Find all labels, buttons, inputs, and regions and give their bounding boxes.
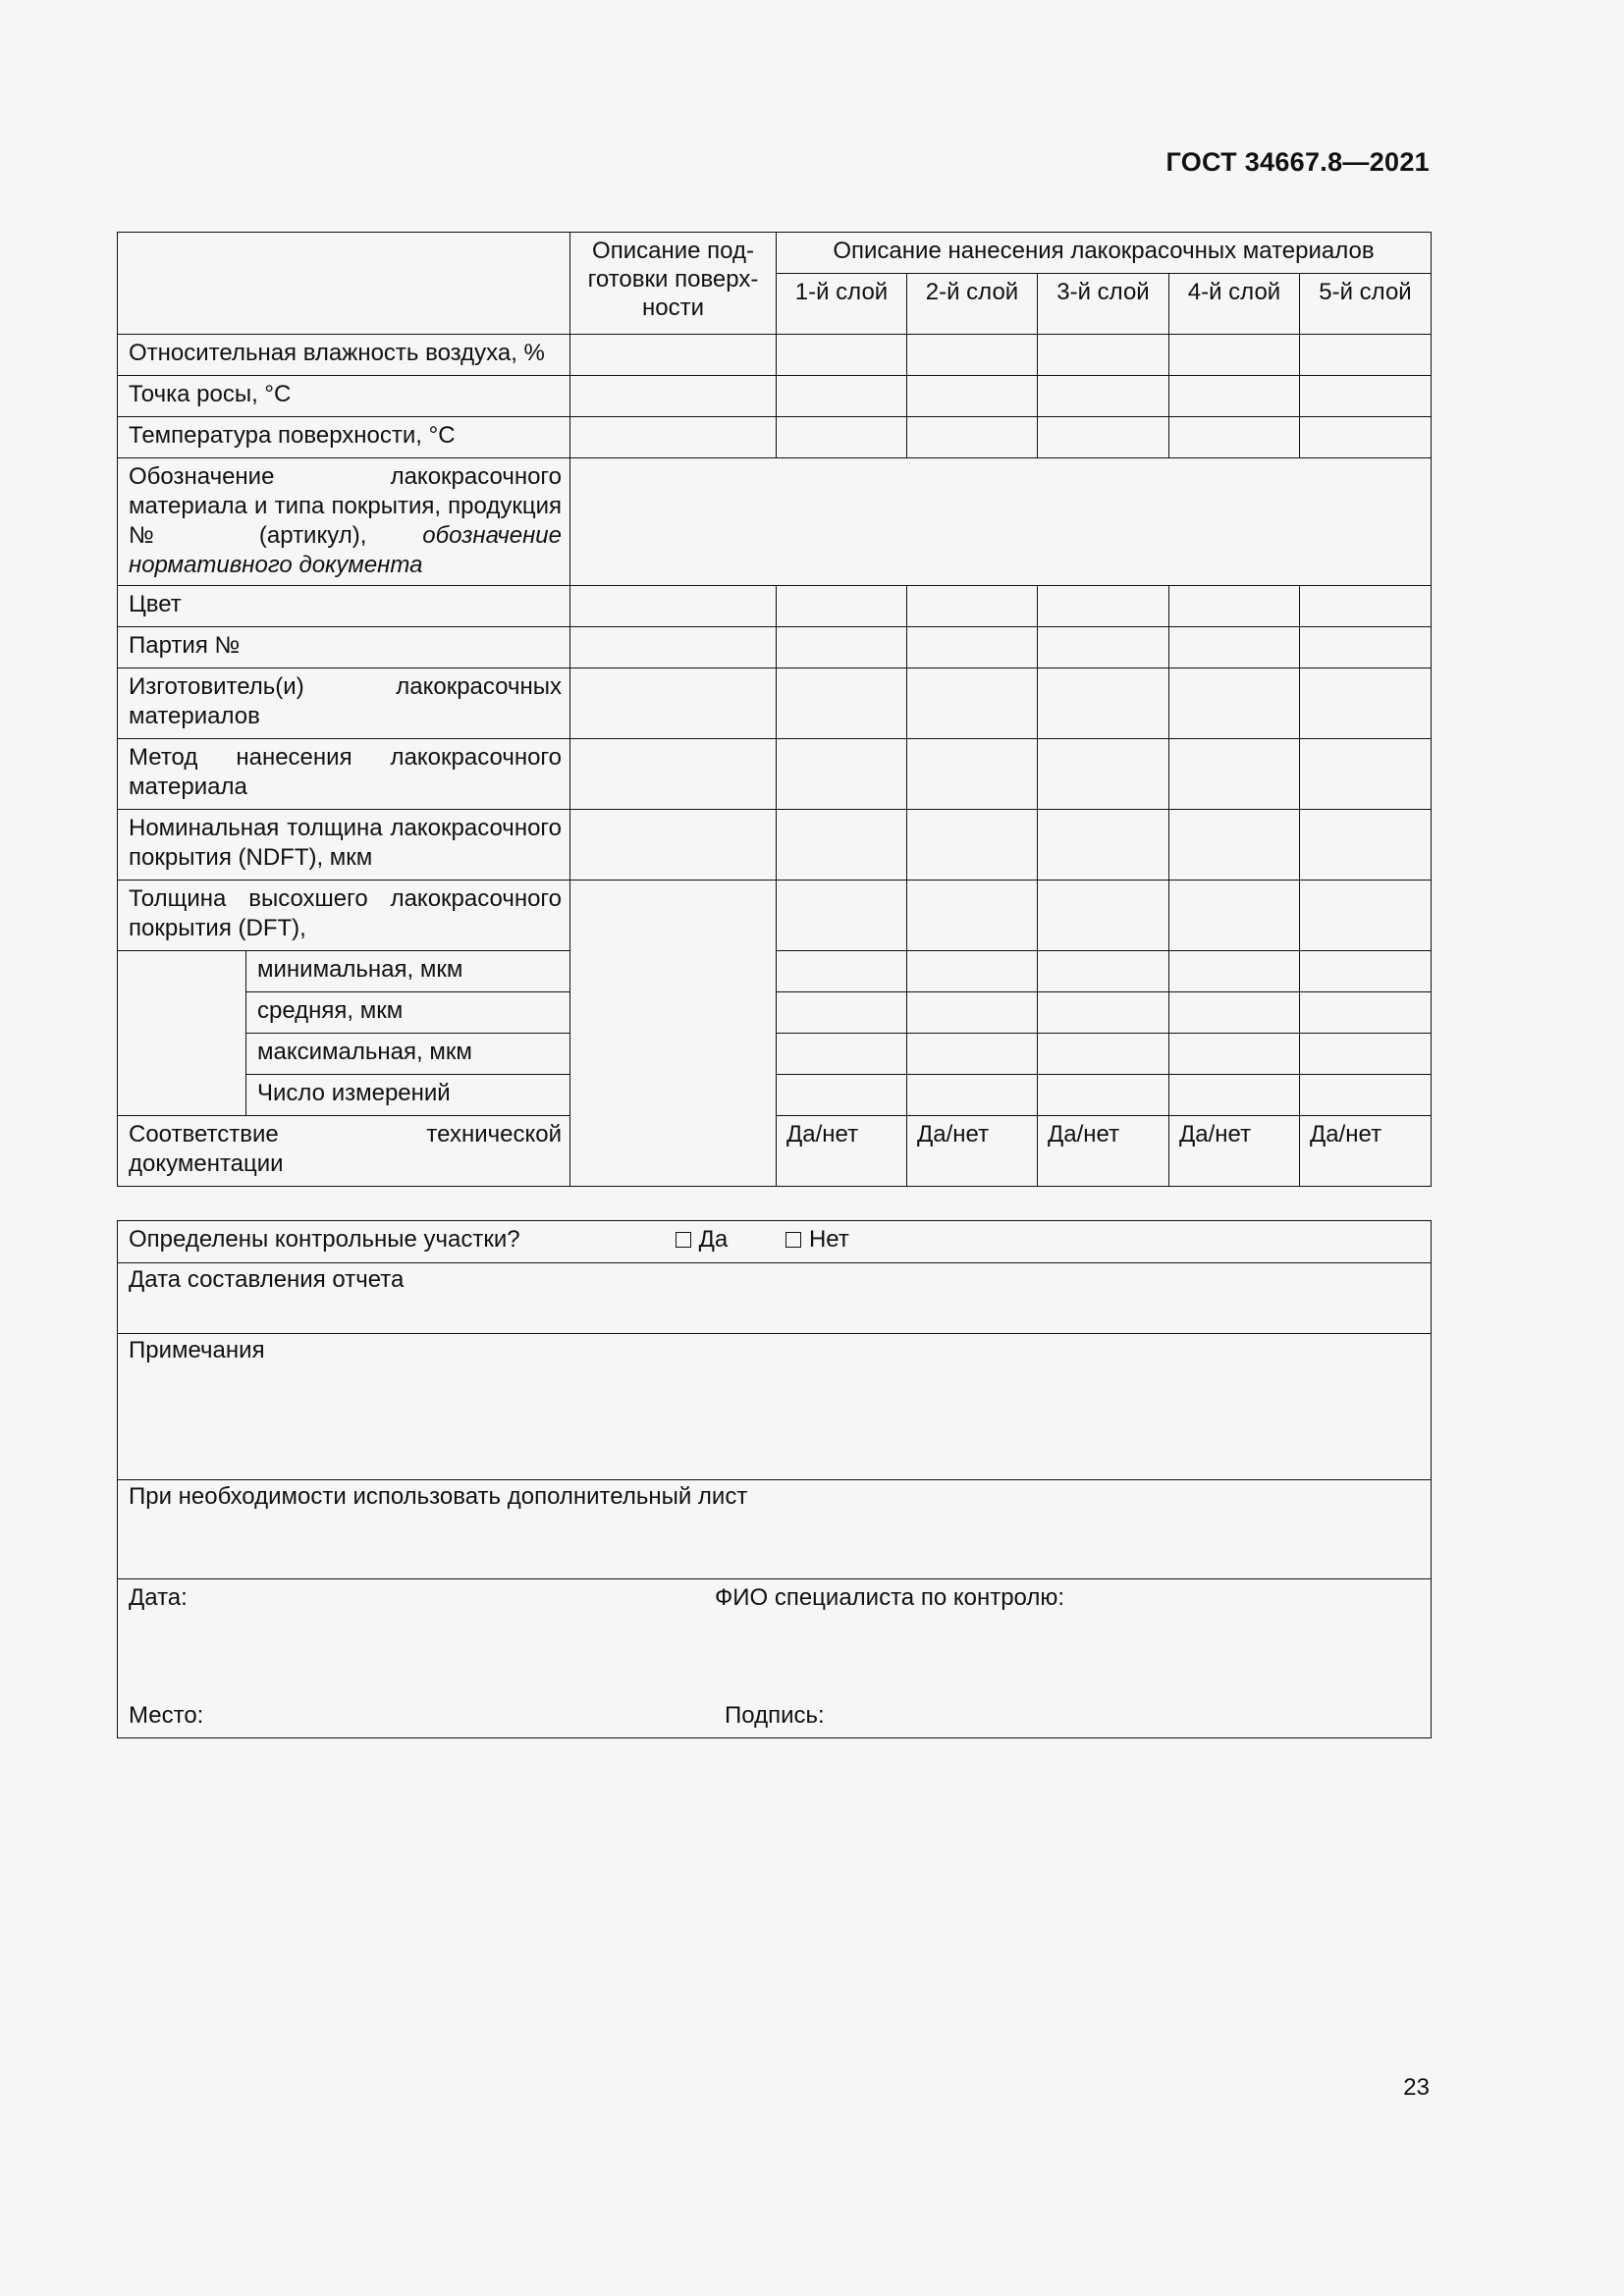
method-layer-2-cell[interactable] xyxy=(907,739,1038,810)
ndft-layer-2-cell[interactable] xyxy=(907,810,1038,881)
compliance-layer-2-cell[interactable]: Да/нет xyxy=(907,1116,1038,1187)
dft-max-layer-1-cell[interactable] xyxy=(777,1034,907,1075)
humidity-layer-5-cell[interactable] xyxy=(1300,335,1432,376)
dew-point-layer-1-cell[interactable] xyxy=(777,376,907,417)
dft-layer-4-cell[interactable] xyxy=(1169,881,1300,951)
manufacturer-layer-3-cell[interactable] xyxy=(1038,668,1169,739)
dft-count-layer-2-cell[interactable] xyxy=(907,1075,1038,1116)
layer-1-header: 1-й слой xyxy=(777,274,907,335)
dft-max-layer-4-cell[interactable] xyxy=(1169,1034,1300,1075)
ndft-layer-4-cell[interactable] xyxy=(1169,810,1300,881)
table-row xyxy=(118,881,1432,951)
humidity-prep-cell[interactable] xyxy=(570,335,777,376)
option-yes-label: Да xyxy=(698,1226,729,1253)
row-label-dew-point: Точка росы, °С xyxy=(118,376,570,417)
dft-min-layer-1-cell[interactable] xyxy=(777,951,907,992)
ndft-layer-5-cell[interactable] xyxy=(1300,810,1432,881)
coating-application-table xyxy=(117,232,1432,1187)
row-label-humidity: Относительная влажность воздуха, % xyxy=(118,335,570,376)
date-label: Дата: xyxy=(129,1584,188,1611)
document-standard-number: ГОСТ 34667.8—2021 xyxy=(1165,147,1430,177)
color-prep-cell[interactable] xyxy=(570,586,777,627)
manufacturer-prep-cell[interactable] xyxy=(570,668,777,739)
place-label: Место: xyxy=(129,1702,204,1729)
notes-label: Примечания xyxy=(129,1337,265,1363)
row-label-compliance: Соответствие технической документации xyxy=(118,1116,570,1187)
extra-sheet-label: При необходимости использовать дополнительный лист xyxy=(129,1483,748,1510)
row-label-method: Метод нанесения лакокрасочного материала xyxy=(118,739,570,810)
dft-max-layer-3-cell[interactable] xyxy=(1038,1034,1169,1075)
dft-avg-layer-4-cell[interactable] xyxy=(1169,992,1300,1034)
dft-min-layer-5-cell[interactable] xyxy=(1300,951,1432,992)
inspector-name-label: ФИО специалиста по контролю: xyxy=(715,1584,1065,1611)
dft-min-layer-2-cell[interactable] xyxy=(907,951,1038,992)
color-layer-4-cell[interactable] xyxy=(1169,586,1300,627)
humidity-layer-1-cell[interactable] xyxy=(777,335,907,376)
dft-layer-1-cell[interactable] xyxy=(777,881,907,951)
row-label-dft-max: максимальная, мкм xyxy=(246,1034,570,1075)
table-row xyxy=(118,627,1432,668)
ndft-layer-1-cell[interactable] xyxy=(777,810,907,881)
designation-value-cell[interactable] xyxy=(570,458,1432,586)
manufacturer-layer-4-cell[interactable] xyxy=(1169,668,1300,739)
dew-point-layer-3-cell[interactable] xyxy=(1038,376,1169,417)
row-label-dft-count: Число измерений xyxy=(246,1075,570,1116)
table-row xyxy=(118,668,1432,739)
option-no-label: Нет xyxy=(808,1226,849,1253)
option-yes[interactable] xyxy=(676,1225,729,1255)
report-info-table xyxy=(117,1220,1432,1738)
manufacturer-layer-2-cell[interactable] xyxy=(907,668,1038,739)
compliance-layer-5-cell[interactable]: Да/нет xyxy=(1300,1116,1432,1187)
surface-temp-layer-4-cell[interactable] xyxy=(1169,417,1300,458)
control-areas-row xyxy=(118,1221,1432,1263)
surface-temp-prep-cell[interactable] xyxy=(570,417,777,458)
dew-point-layer-5-cell[interactable] xyxy=(1300,376,1432,417)
surface-temp-layer-5-cell[interactable] xyxy=(1300,417,1432,458)
batch-layer-5-cell[interactable] xyxy=(1300,627,1432,668)
dew-point-prep-cell[interactable] xyxy=(570,376,777,417)
dft-min-layer-3-cell[interactable] xyxy=(1038,951,1169,992)
compliance-layer-1-cell[interactable]: Да/нет xyxy=(777,1116,907,1187)
row-label-dft: Толщина высохшего лакокрасочного покрытия (DFT), xyxy=(118,881,570,951)
manufacturer-layer-5-cell[interactable] xyxy=(1300,668,1432,739)
table-row xyxy=(118,458,1432,586)
dft-avg-layer-1-cell[interactable] xyxy=(777,992,907,1034)
surface-temp-layer-2-cell[interactable] xyxy=(907,417,1038,458)
dft-min-layer-4-cell[interactable] xyxy=(1169,951,1300,992)
table-row xyxy=(118,586,1432,627)
extra-sheet-field[interactable] xyxy=(118,1480,1432,1579)
layer-5-header: 5-й слой xyxy=(1300,274,1432,335)
batch-prep-cell[interactable] xyxy=(570,627,777,668)
row-label-designation xyxy=(118,458,570,586)
signature-label: Подпись: xyxy=(725,1702,825,1729)
row-label-dft-avg: средняя, мкм xyxy=(246,992,570,1034)
control-areas-question: Определены контрольные участки? xyxy=(129,1226,520,1253)
row-label-manufacturer: Изготовитель(и) лакокрасочных материалов xyxy=(118,668,570,739)
batch-layer-1-cell[interactable] xyxy=(777,627,907,668)
option-no[interactable] xyxy=(785,1225,849,1255)
checkbox-no-icon[interactable] xyxy=(785,1232,801,1248)
dft-count-layer-4-cell[interactable] xyxy=(1169,1075,1300,1116)
dft-group-spacer xyxy=(118,951,246,1116)
page-number: 23 xyxy=(1403,2074,1430,2101)
batch-layer-2-cell[interactable] xyxy=(907,627,1038,668)
layer-4-header: 4-й слой xyxy=(1169,274,1300,335)
row-label-surface-temp: Температура поверхности, °С xyxy=(118,417,570,458)
humidity-layer-4-cell[interactable] xyxy=(1169,335,1300,376)
report-date-label: Дата составления отчета xyxy=(129,1266,405,1293)
color-layer-5-cell[interactable] xyxy=(1300,586,1432,627)
batch-layer-4-cell[interactable] xyxy=(1169,627,1300,668)
ndft-prep-cell[interactable] xyxy=(570,810,777,881)
humidity-layer-2-cell[interactable] xyxy=(907,335,1038,376)
table-row xyxy=(118,335,1432,376)
method-layer-3-cell[interactable] xyxy=(1038,739,1169,810)
dft-prep-merged-cell[interactable] xyxy=(570,881,777,1187)
dft-count-layer-1-cell[interactable] xyxy=(777,1075,907,1116)
row-label-ndft: Номинальная толщина лакокрасочного покрытия (NDFT), мкм xyxy=(118,810,570,881)
dft-layer-5-cell[interactable] xyxy=(1300,881,1432,951)
dft-avg-layer-3-cell[interactable] xyxy=(1038,992,1169,1034)
dft-count-layer-5-cell[interactable] xyxy=(1300,1075,1432,1116)
signature-block xyxy=(118,1579,1432,1738)
dft-layer-3-cell[interactable] xyxy=(1038,881,1169,951)
humidity-layer-3-cell[interactable] xyxy=(1038,335,1169,376)
header-empty-cell xyxy=(118,233,570,335)
row-label-color: Цвет xyxy=(118,586,570,627)
batch-layer-3-cell[interactable] xyxy=(1038,627,1169,668)
surface-temp-layer-1-cell[interactable] xyxy=(777,417,907,458)
dft-avg-layer-2-cell[interactable] xyxy=(907,992,1038,1034)
designation-text: Обозначение лакокрасочного материала и типа покрытия, продукция № (артикул), xyxy=(129,463,562,549)
row-label-dft-min: минимальная, мкм xyxy=(246,951,570,992)
manufacturer-layer-1-cell[interactable] xyxy=(777,668,907,739)
dft-count-layer-3-cell[interactable] xyxy=(1038,1075,1169,1116)
table-row xyxy=(118,739,1432,810)
method-prep-cell[interactable] xyxy=(570,739,777,810)
method-layer-4-cell[interactable] xyxy=(1169,739,1300,810)
table-row xyxy=(118,376,1432,417)
dft-layer-2-cell[interactable] xyxy=(907,881,1038,951)
dew-point-layer-2-cell[interactable] xyxy=(907,376,1038,417)
report-date-field[interactable] xyxy=(118,1263,1432,1334)
compliance-layer-3-cell[interactable]: Да/нет xyxy=(1038,1116,1169,1187)
dew-point-layer-4-cell[interactable] xyxy=(1169,376,1300,417)
row-label-batch: Партия № xyxy=(118,627,570,668)
dft-max-layer-2-cell[interactable] xyxy=(907,1034,1038,1075)
compliance-layer-4-cell[interactable]: Да/нет xyxy=(1169,1116,1300,1187)
layer-2-header: 2-й слой xyxy=(907,274,1038,335)
notes-field[interactable] xyxy=(118,1334,1432,1480)
layer-3-header: 3-й слой xyxy=(1038,274,1169,335)
method-layer-5-cell[interactable] xyxy=(1300,739,1432,810)
color-layer-2-cell[interactable] xyxy=(907,586,1038,627)
method-layer-1-cell[interactable] xyxy=(777,739,907,810)
checkbox-yes-icon[interactable] xyxy=(676,1232,691,1248)
color-layer-1-cell[interactable] xyxy=(777,586,907,627)
color-layer-3-cell[interactable] xyxy=(1038,586,1169,627)
designation-italic-text: обозначение нормативного документа xyxy=(129,522,562,578)
surface-temp-layer-3-cell[interactable] xyxy=(1038,417,1169,458)
application-description-header: Описание нанесения лакокрасочных материалов xyxy=(777,233,1432,274)
table-row xyxy=(118,810,1432,881)
surface-prep-header: Описание под- готовки поверх- ности xyxy=(570,233,777,335)
ndft-layer-3-cell[interactable] xyxy=(1038,810,1169,881)
dft-max-layer-5-cell[interactable] xyxy=(1300,1034,1432,1075)
table-row xyxy=(118,417,1432,458)
dft-avg-layer-5-cell[interactable] xyxy=(1300,992,1432,1034)
